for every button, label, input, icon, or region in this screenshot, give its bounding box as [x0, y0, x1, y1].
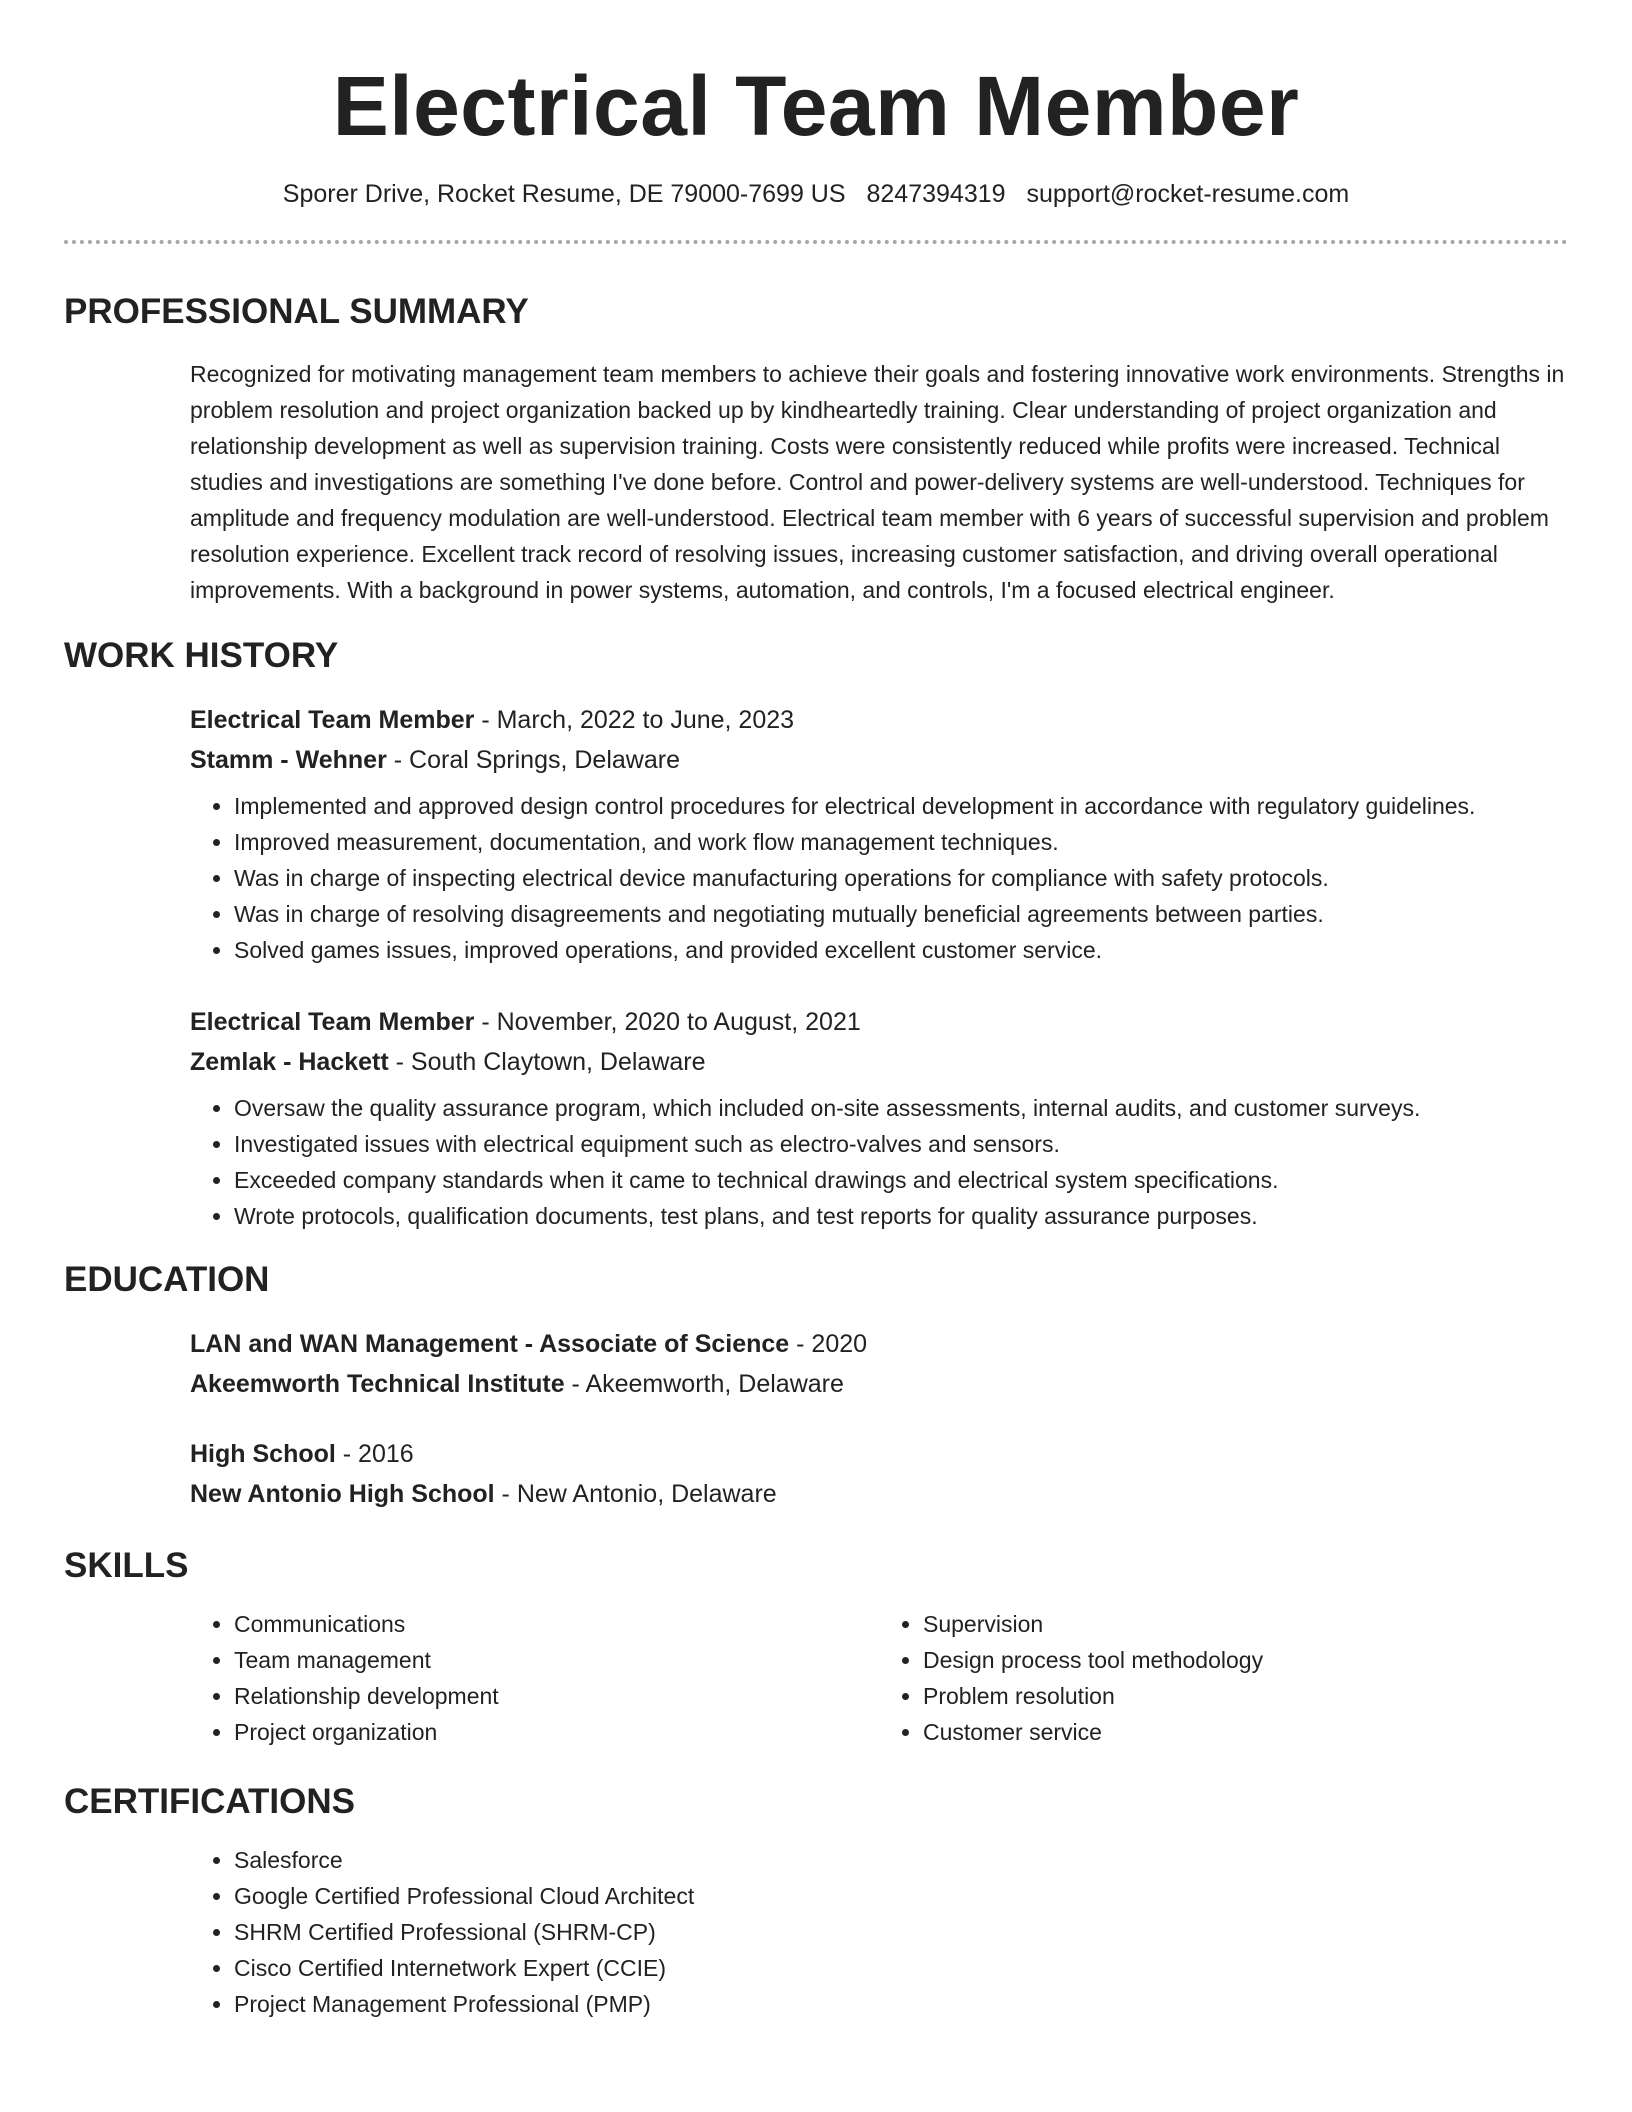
skills-heading: SKILLS — [64, 1546, 189, 1585]
job-bullet: • Implemented and approved design control procedures for electrical development in accordance with regulatory guidelines. — [234, 788, 1568, 824]
contact-email: support@rocket-resume.com — [1026, 180, 1350, 208]
job-bullet: • Exceeded company standards when it came to technical drawings and electrical system specifications. — [234, 1162, 1568, 1198]
contact-address: Sporer Drive, Rocket Resume, DE 79000-7699 US — [282, 180, 846, 208]
skills-grid — [190, 1606, 1568, 1750]
education-year: - 2020 — [789, 1330, 868, 1358]
job-company-line — [190, 1042, 1568, 1082]
skill-item: • Team management — [234, 1642, 879, 1678]
education-degree-line — [190, 1324, 1568, 1364]
job-company-line — [190, 740, 1568, 780]
summary-paragraph: Recognized for motivating management team members to achieve their goals and fostering innovative work environments. Strengths in problem resolution and project organization backed up by kindheartedly training. Clear understanding of project organization and relationship development as well as supervision training. Costs were consistently reduced while profits were increased. Technical studies and investigations are something I've done before. Control and power-delivery systems are well-understood. Techniques for amplitude and frequency modulation are well-understood. Electrical team member with 6 years of successful supervision and problem resolution experience. Excellent track record of resolving issues, increasing customer satisfaction, and driving overall operational improvements. With a background in power systems, automation, and controls, I'm a focused electrical engineer. — [190, 361, 1565, 603]
certification-item: • Cisco Certified Internetwork Expert (CCIE) — [234, 1950, 1568, 1986]
job-company: Zemlak - Hackett — [190, 1048, 389, 1076]
candidate-name: Electrical Team Member — [332, 59, 1300, 153]
skill-item: • Project organization — [234, 1714, 879, 1750]
job-bullet: • Oversaw the quality assurance program, which included on-site assessments, internal audits, and customer surveys. — [234, 1090, 1568, 1126]
skill-item: • Supervision — [923, 1606, 1568, 1642]
skill-item: • Relationship development — [234, 1678, 879, 1714]
education-school: Akeemworth Technical Institute — [190, 1370, 565, 1398]
job-bullet: • Investigated issues with electrical equipment such as electro-valves and sensors. — [234, 1126, 1568, 1162]
job-role: Electrical Team Member — [190, 706, 475, 734]
job-bullet: • Was in charge of resolving disagreements and negotiating mutually beneficial agreements between parties. — [234, 896, 1568, 932]
education-heading: EDUCATION — [64, 1260, 270, 1299]
education-school: New Antonio High School — [190, 1480, 495, 1508]
certifications-heading: CERTIFICATIONS — [64, 1782, 356, 1821]
certification-item: • Google Certified Professional Cloud Architect — [234, 1878, 1568, 1914]
job-bullet: • Improved measurement, documentation, and work flow management techniques. — [234, 824, 1568, 860]
job-entry — [190, 1002, 1568, 1234]
job-location: - South Claytown, Delaware — [388, 1048, 706, 1076]
education-degree: High School — [190, 1440, 336, 1468]
job-role: Electrical Team Member — [190, 1008, 475, 1036]
job-location: - Coral Springs, Delaware — [386, 746, 680, 774]
education-location: - New Antonio, Delaware — [494, 1480, 777, 1508]
education-entry — [190, 1324, 1568, 1404]
education-year: - 2016 — [335, 1440, 414, 1468]
job-title-line — [190, 1002, 1568, 1042]
education-entry — [190, 1434, 1568, 1514]
skill-item: • Problem resolution — [923, 1678, 1568, 1714]
job-bullet-list — [190, 1090, 1568, 1234]
summary-heading: PROFESSIONAL SUMMARY — [64, 292, 529, 331]
work-history-heading: WORK HISTORY — [64, 636, 339, 675]
skill-item: • Design process tool methodology — [923, 1642, 1568, 1678]
job-bullet-list — [190, 788, 1568, 968]
skill-item: • Communications — [234, 1606, 879, 1642]
job-title-line — [190, 700, 1568, 740]
job-bullet: • Solved games issues, improved operations, and provided excellent customer service. — [234, 932, 1568, 968]
job-entry — [190, 700, 1568, 968]
certifications-block — [190, 1842, 1568, 2022]
skill-item: • Customer service — [923, 1714, 1568, 1750]
education-degree-line — [190, 1434, 1568, 1474]
contact-line — [64, 178, 1568, 210]
job-dates: - March, 2022 to June, 2023 — [474, 706, 795, 734]
certification-item: • Project Management Professional (PMP) — [234, 1986, 1568, 2022]
certification-item: • Salesforce — [234, 1842, 1568, 1878]
education-degree: LAN and WAN Management - Associate of Science — [190, 1330, 790, 1358]
resume-page — [64, 0, 1568, 2022]
job-dates: - November, 2020 to August, 2021 — [474, 1008, 861, 1036]
job-company: Stamm - Wehner — [190, 746, 387, 774]
education-school-line — [190, 1364, 1568, 1404]
certifications-list — [190, 1842, 1568, 2022]
skills-list-right — [879, 1606, 1568, 1750]
header-divider — [64, 240, 1568, 244]
job-bullet: • Was in charge of inspecting electrical device manufacturing operations for compliance with safety protocols. — [234, 860, 1568, 896]
certification-item: • SHRM Certified Professional (SHRM-CP) — [234, 1914, 1568, 1950]
education-location: - Akeemworth, Delaware — [564, 1370, 844, 1398]
job-bullet: • Wrote protocols, qualification documents, test plans, and test reports for quality assurance purposes. — [234, 1198, 1568, 1234]
education-school-line — [190, 1474, 1568, 1514]
contact-phone: 8247394319 — [866, 180, 1006, 208]
skills-list-left — [190, 1606, 879, 1750]
